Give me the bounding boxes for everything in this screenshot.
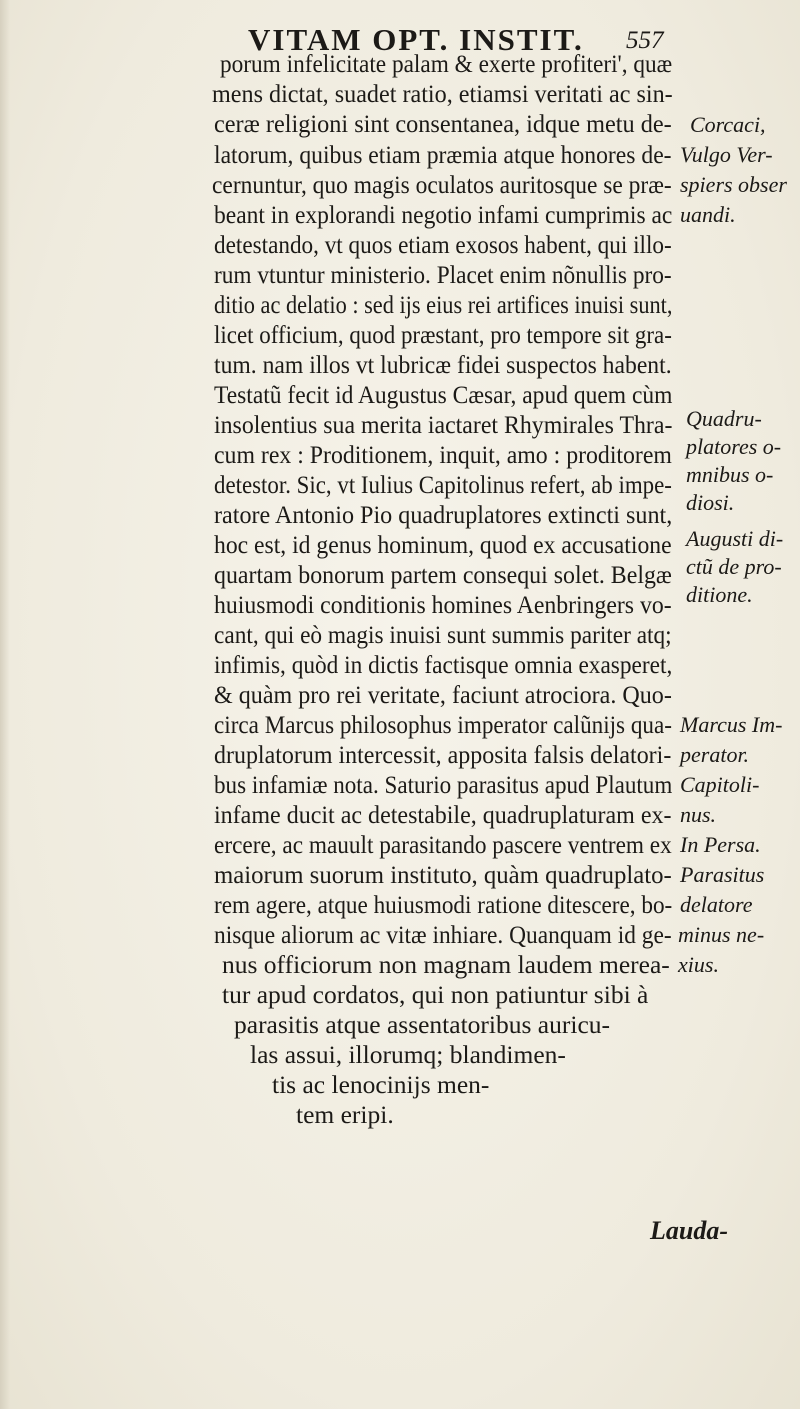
body-line: rem agere, atque huiusmodi ratione ditescere, bo- [214, 890, 673, 919]
body-line: tem eripi. [296, 1100, 394, 1129]
margin-note: ditione. [686, 582, 753, 607]
body-line: rum vtuntur ministerio. Placet enim nõnullis pro- [214, 260, 672, 289]
body-line: detestando, vt quos etiam exosos habent, qui illo- [214, 230, 672, 259]
body-line: ceræ religioni sint consentanea, idque metu de- [214, 109, 672, 138]
body-line: druplatorum intercessit, apposita falsis delatori- [214, 740, 672, 769]
margin-note: Vulgo Ver- [680, 142, 773, 167]
margin-note: In Persa. [680, 832, 761, 857]
body-line: hoc est, id genus hominum, quod ex accusatione [214, 530, 672, 559]
body-line: nisque aliorum ac vitæ inhiare. Quanquam id ge- [214, 920, 672, 949]
body-line: bus infamiæ nota. Saturio parasitus apud Plautum [214, 770, 673, 799]
margin-note: mnibus o- [686, 462, 774, 487]
body-line: mens dictat, suadet ratio, etiamsi veritati ac sin- [212, 79, 673, 108]
margin-note: minus ne- [678, 922, 765, 947]
body-line: infame ducit ac detestabile, quadruplaturam ex- [214, 800, 672, 829]
margin-note: Corcaci, [690, 112, 766, 137]
body-line: tis ac lenocinijs men- [272, 1070, 490, 1099]
margin-note: delatore [680, 892, 753, 917]
margin-note: spiers obser [680, 172, 787, 197]
margin-note: diosi. [686, 490, 735, 515]
running-head: VITAM OPT. INSTIT. [248, 22, 584, 57]
margin-note: Augusti di- [686, 526, 784, 551]
page-number: 557 [626, 27, 664, 54]
margin-note: xius. [678, 952, 719, 977]
body-line: cum rex : Proditionem, inquit, amo : proditorem [214, 440, 672, 469]
margin-note: Capitoli- [680, 772, 760, 797]
body-line: detestor. Sic, vt Iulius Capitolinus refert, ab impe- [214, 470, 672, 499]
body-line: beant in explorandi negotio infami cumprimis ac [214, 200, 673, 229]
body-line: las assui, illorumq; blandimen- [250, 1040, 566, 1069]
body-line: licet officium, quod præstant, pro tempore sit gra- [214, 320, 672, 349]
margin-note: nus. [680, 802, 717, 827]
margin-note: platores o- [686, 434, 782, 459]
body-line: tur apud cordatos, qui non patiuntur sibi à [222, 980, 649, 1009]
page-gutter-shadow [0, 0, 10, 1409]
margin-note: ctũ de pro- [686, 554, 782, 579]
body-line: cant, qui eò magis inuisi sunt summis pariter atq; [214, 620, 672, 649]
body-line: latorum, quibus etiam præmia atque honores de- [214, 140, 672, 169]
body-line: circa Marcus philosophus imperator calũnijs qua- [214, 710, 672, 739]
margin-note: perator. [680, 742, 750, 767]
body-line: Testatũ fecit id Augustus Cæsar, apud quem cùm [214, 380, 673, 409]
body-line: infimis, quòd in dictis factisque omnia exasperet, [214, 650, 673, 679]
body-line: cernuntur, quo magis oculatos auritosque se præ- [212, 170, 672, 199]
body-line: parasitis atque assentatoribus auricu- [234, 1010, 611, 1039]
body-line: maiorum suorum instituto, quàm quadruplato- [214, 860, 672, 889]
catchword: Lauda- [650, 1216, 728, 1245]
margin-note: uandi. [680, 202, 736, 227]
body-line: tum. nam illos vt lubricæ fidei suspectos habent. [214, 350, 672, 379]
body-line: quartam bonorum partem consequi solet. Belgæ [214, 560, 672, 589]
body-line: insolentius sua merita iactaret Rhymirales Thra- [214, 410, 673, 439]
body-line: ratore Antonio Pio quadruplatores extincti sunt, [214, 500, 673, 529]
margin-note: Marcus Im- [680, 712, 783, 737]
body-line: huiusmodi conditionis homines Aenbringers vo- [214, 590, 672, 619]
margin-note: Parasitus [680, 862, 765, 887]
body-line: ditio ac delatio : sed ijs eius rei artifices inuisi sunt, [214, 290, 673, 319]
body-line: & quàm pro rei veritate, faciunt atrociora. Quo- [214, 680, 672, 709]
body-line: ercere, ac mauult parasitando pascere ventrem ex [214, 830, 672, 859]
margin-note: Quadru- [686, 406, 762, 431]
body-line: porum infelicitate palam & exerte profiteri', quæ [220, 49, 673, 78]
body-line: nus officiorum non magnam laudem merea- [222, 950, 670, 979]
